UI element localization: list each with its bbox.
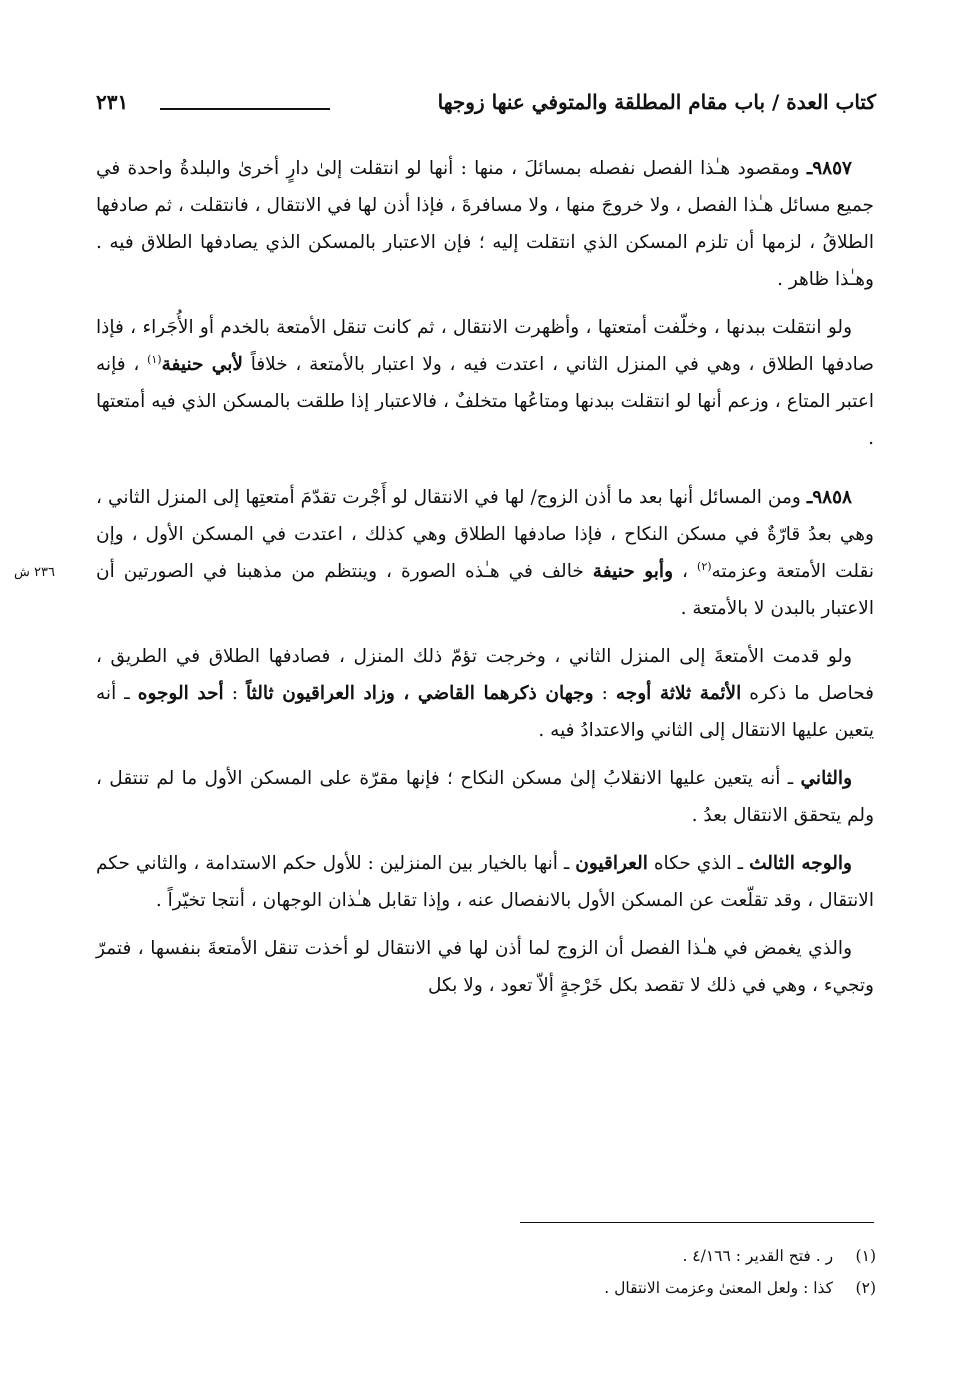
footnote — [96, 1272, 876, 1304]
paragraph — [96, 309, 874, 457]
paragraph-9858 — [96, 479, 874, 627]
bold-term: وأبو حنيفة — [592, 561, 674, 582]
bold-term: والوجه الثالث — [749, 853, 852, 874]
paragraph-text: ، — [682, 561, 689, 582]
paragraph-text: ومن المسائل أنها بعد ما أذن الزوج/ لها في الانتقال لو أَجْرت تقدّمَ أمتعتِها إلى المنزل الثاني ، وهي بعدُ قارّةٌ في مسكن النكاح ، فإذا صادفها الطلاق وهي كذلك ، اعتدت في المسكن الأول ، وإن نقلت الأمتعة وعزمته — [96, 487, 874, 582]
bold-term: والثاني — [800, 768, 852, 789]
paragraph-text: والذي يغمض في هـٰذا الفصل أن الزوج لما أذن لها في الانتقال لو أخذت تنقل الأمتعةَ بنفسها ، فتمرّ وتجيء ، وهي في ذلك لا تقصد بكل خَرْجةٍ ألاّ تعود ، ولا بكل — [96, 938, 874, 996]
issue-number: ٩٨٥٨ـ — [806, 487, 852, 508]
paragraph-text: ـ أنه يتعين عليها الانقلابُ إلىٰ مسكن النكاح ؛ فإنها مقرّة على المسكن الأول ما لم تنتقل ، ولم يتحقق الانتقال بعدُ . — [96, 768, 874, 826]
paragraph-text: ـ أنه يتعين عليها الانتقال إلى الثاني والاعتدادُ فيه . — [96, 683, 874, 741]
footnote-ref: (١) — [147, 352, 162, 366]
paragraph-text: ولو انتقلت ببدنها ، وخلّفت أمتعتها ، وأظهرت الانتقال ، ثم كانت تنقل الأمتعة بالخدم أو الأُجَراء ، فإذا صادفها الطلاق ، وهي في المنزل الثاني ، اعتدت فيه ، ولا اعتبار بالأمتعة ، خلافاً — [96, 317, 874, 375]
bold-term: لأبي حنيفة — [161, 354, 243, 375]
footnote-ref: (٢) — [697, 559, 712, 573]
footnotes — [96, 1240, 876, 1304]
paragraph-text: ولو قدمت الأمتعةَ إلى المنزل الثاني ، وخرجت تؤمّ ذلك المنزل ، فصادفها الطلاق في الطريق ، فحاصل ما ذكره — [96, 646, 875, 704]
issue-number: ٩٨٥٧ـ — [806, 158, 852, 179]
paragraph-text: : — [601, 683, 608, 704]
header-title: كتاب العدة / باب مقام المطلقة والمتوفي عنها زوجها — [437, 90, 876, 114]
paragraph — [96, 845, 874, 919]
paragraph-text: خالف في هـٰذه الصورة ، وينتظم من مذهبنا في الصورتين أن الاعتبار بالبدن لا بالأمتعة . — [96, 561, 874, 619]
bold-term: الأئمة ثلاثة أوجه — [615, 683, 742, 704]
page-number: ٢٣١ — [96, 90, 129, 114]
bold-term: العراقيون — [575, 853, 648, 874]
footnote-text: ر . فتح القدير : ٤/١٦٦ . — [682, 1247, 834, 1265]
paragraph — [96, 930, 874, 1004]
header-rule — [160, 108, 330, 110]
footnote-text: كذا : ولعل المعنىٰ وعزمت الانتقال . — [604, 1279, 834, 1297]
running-header — [96, 84, 876, 124]
footnote-number: (٢) — [855, 1279, 876, 1297]
footnote — [96, 1240, 876, 1272]
paragraph-text: ، فإنه اعتبر المتاع ، وزعم أنها لو انتقلت ببدنها ومتاعُها متخلفٌ ، فالاعتبار إذا طلقت بالمسكن الذي فيه أمتعتها . — [96, 354, 874, 449]
paragraph-9857 — [96, 150, 874, 298]
paragraph-text: ـ أنها بالخيار بين المنزلين : للأول حكم الاستدامة ، والثاني حكم الانتقال ، وقد تقلّعت عن المسكن الأول بالانفصال عنه ، وإذا تقابل هـٰذان الوجهان ، أنتجا تخيّراً . — [96, 853, 874, 911]
margin-page-reference: ٢٣٦ ش — [14, 565, 55, 580]
paragraph — [96, 760, 874, 834]
paragraph-text: ومقصود هـٰذا الفصل نفصله بمسائلَ ، منها : أنها لو انتقلت إلىٰ دارٍ أخرىٰ والبلدةُ واحدة في جميع مسائل هـٰذا الفصل ، ولا خروجَ منها ، ولا مسافرةَ ، فإذا أذن لها في الانتقال ، فانتقلت ، ثم صادفها الطلاقُ ، لزمها أن تلزم المسكن الذي انتقلت إليه ؛ فإن الاعتبار بالمسكن الذي يصادفها الطلاق فيه . وهـٰذا ظاهر . — [96, 158, 874, 290]
footnote-rule — [520, 1222, 874, 1223]
bold-term: وجهان ذكرهما القاضي ، وزاد العراقيون ثالثاً — [246, 683, 594, 704]
paragraph — [96, 638, 874, 749]
bold-term: أحد الوجوه — [137, 683, 224, 704]
paragraph-text: ـ الذي حكاه — [653, 853, 744, 874]
main-text — [96, 150, 874, 1015]
footnote-number: (١) — [855, 1247, 876, 1265]
paragraph-text: : — [231, 683, 238, 704]
